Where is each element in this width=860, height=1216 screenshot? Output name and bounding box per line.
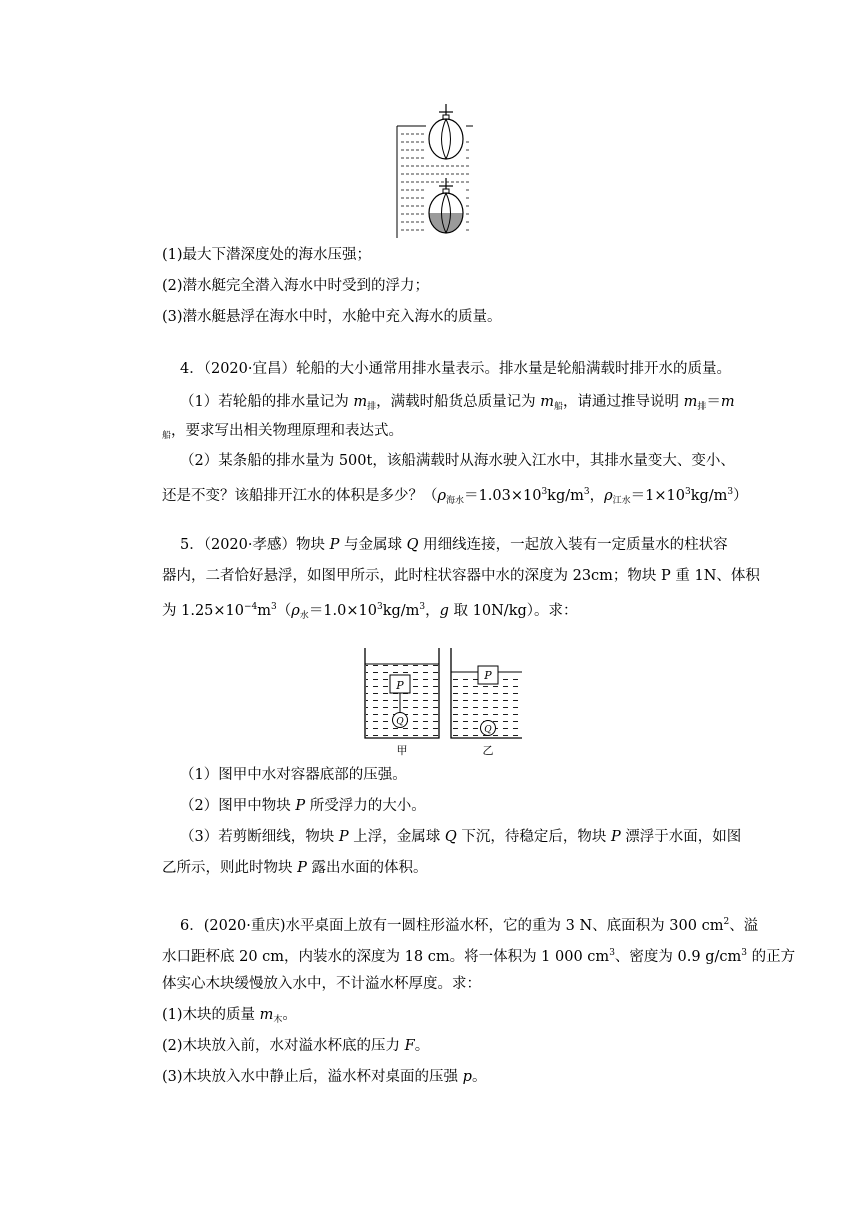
label-jia: 甲 <box>396 744 408 757</box>
q5-stem-1: 5．（2020·孝感）物块 P 与金属球 Q 用细线连接，一起放入装有一定质量水的柱状容 <box>180 537 728 553</box>
ball-Q-yi-label: Q <box>484 725 492 735</box>
q4-part2: （2）某条船的排水量为 500t，该船满载时从海水驶入江水中，其排水量变大、变小、 <box>180 453 735 469</box>
q4-part2-cont: 还是不变？该船排开江水的体积是多少？（$\rho_{海水}=1.03\times 10^3kg/m^3$，$\rho_{江水}=1\times 10^3kg/m^3$） <box>162 487 748 506</box>
containers-figure <box>362 648 522 763</box>
q6-stem-3: 体实心木块缓慢放入水中，不计溢水杯厚度。求： <box>162 976 481 992</box>
q4-part1: （1）若轮船的排水量记为 $m_排$，满载时船货总质量记为 $m_船$，请通过推导说明 $m_排=m$ <box>180 394 735 412</box>
q6-item-3: (3)木块放入水中静止后，溢水杯对桌面的压强 p。 <box>162 1069 487 1085</box>
q3-item-3: (3)潜水艇悬浮在海水中时，水舱中充入海水的质量。 <box>162 309 502 325</box>
q5-stem-3: 为 $1.25\times 10^{-4}m^3(\rho_水=1.0\times 10^3kg/m^3$，g 取 10N/kg）。求： <box>162 602 578 621</box>
q6-item-1: (1)木块的质量 $m_木$。 <box>162 1007 297 1025</box>
label-yi: 乙 <box>482 744 494 757</box>
block-P-yi-label: P <box>484 669 492 682</box>
q5-stem-2: 器内，二者恰好悬浮，如图甲所示，此时柱状容器中水的深度为 23cm；物块 P 重 1N、体积 <box>162 568 760 584</box>
q6-item-2: (2)木块放入前，水对溢水杯底的压力 F。 <box>162 1038 430 1054</box>
q5-item-3: （3）若剪断细线，物块 P 上浮，金属球 Q 下沉，待稳定后，物块 P 漂浮于水面，如图 <box>180 829 742 845</box>
q5-item-1: （1）图甲中水对容器底部的压强。 <box>180 767 407 783</box>
q3-item-1: (1)最大下潜深度处的海水压强； <box>162 247 372 263</box>
submarine-figure <box>395 102 475 242</box>
block-P-jia-label: P <box>396 679 404 692</box>
q3-item-2: (2)潜水艇完全潜入海水中时受到的浮力； <box>162 278 430 294</box>
q4-part1-cont: $_船$，要求写出相关物理原理和表达式。 <box>162 423 404 441</box>
q6-stem-1: 6．(2020·重庆)水平桌面上放有一圆柱形溢水杯，它的重为 3 N、底面积为 300 $cm^2$、溢 <box>180 917 759 934</box>
ball-Q-jia-label: Q <box>396 717 404 727</box>
q5-item-2: （2）图甲中物块 P 所受浮力的大小。 <box>180 798 426 814</box>
q6-stem-2: 水口距杯底 20 cm，内装水的深度为 18 cm。将一体积为 1 000 $cm^3$、密度为 0.9 $g/cm^3$ 的正方 <box>162 948 796 965</box>
q4-stem: 4．（2020·宜昌）轮船的大小通常用排水量表示。排水量是轮船满载时排开水的质量。 <box>180 361 731 377</box>
q5-item-3-cont: 乙所示，则此时物块 P 露出水面的体积。 <box>162 860 428 876</box>
